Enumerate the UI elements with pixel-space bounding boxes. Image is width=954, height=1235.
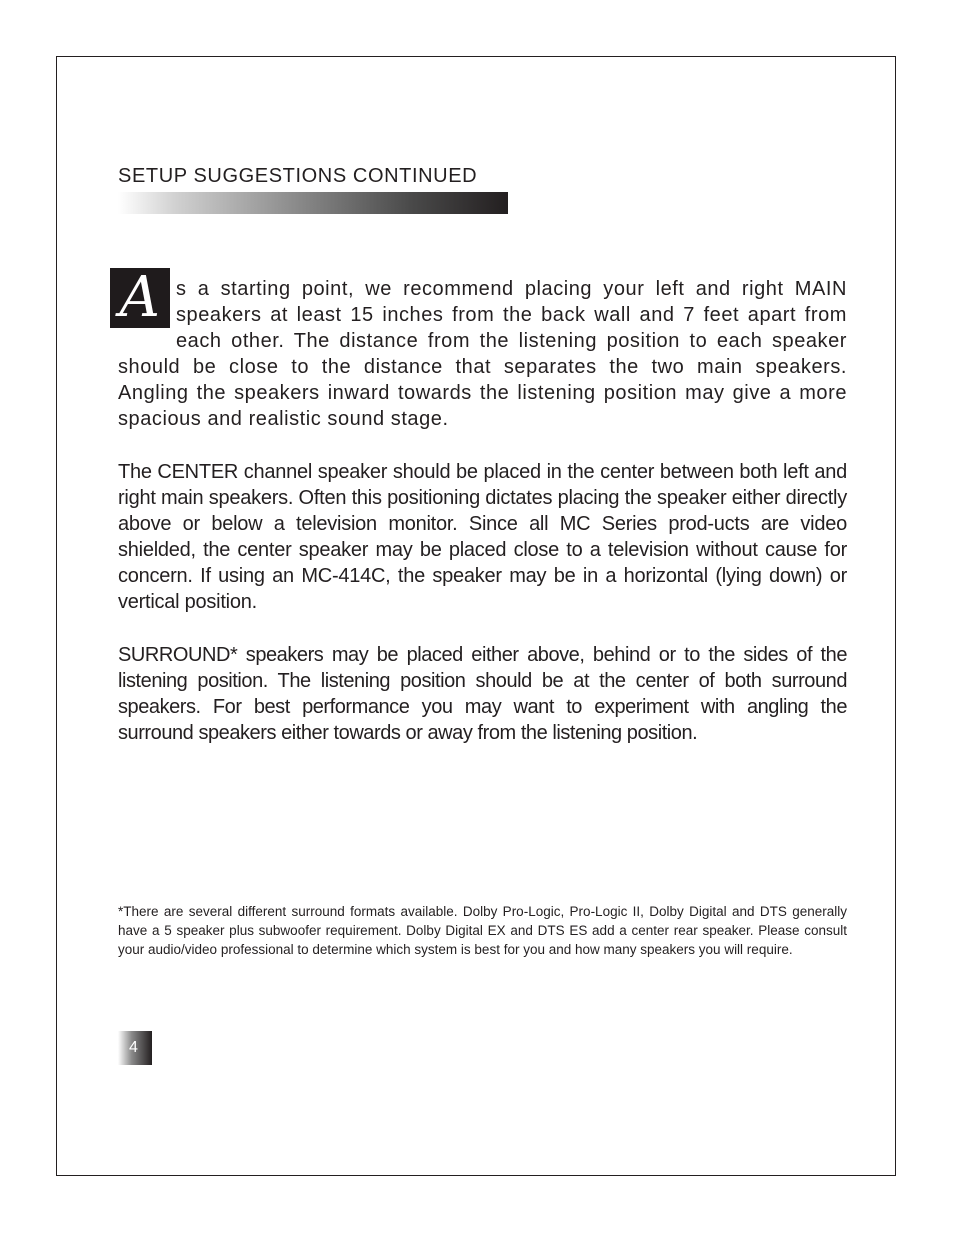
intro-paragraph [118,265,847,432]
surround-paragraph: SURROUND* speakers may be placed either above, behind or to the sides of the listening position. The listening position should be at the center of both surround speakers. For best performance you may want to experiment with angling the surround speakers either towards or away from the listening position. [118,644,847,744]
intro-paragraph-text: s a starting point, we recommend placing your left and right MAIN speakers at least 15 inches from the back wall and 7 feet apart from each other. The distance from the listening position to each speaker should be close to the distance that separates the two main speakers. Angling the speakers inward towards the listening position may give a more spacious and realistic sound stage. [118,278,847,430]
page-border [56,56,896,1176]
center-channel-paragraph: The CENTER channel speaker should be placed in the center between both left and right main speakers. Often this positioning dictates placing the speaker either directly above or below a television monitor. Since all MC Series prod-ucts are video shielded, the center speaker may be placed close to a television without cause for concern. If using an MC-414C, the speaker may be in a horizontal (lying down) or vertical position. [118,461,847,613]
heading-gradient-bar [118,192,508,214]
surround-footnote: *There are several different surround formats available. Dolby Pro-Logic, Pro-Logic II, Dolby Digital and DTS generally have a 5 speaker plus subwoofer requirement. Dolby Digital EX and DTS ES add a center rear speaker. Please consult your audio/video professional to determine which system is best for you and how many speakers you will require. [118,904,847,957]
page-number: 4 [129,1039,138,1056]
section-heading: SETUP SUGGESTIONS CONTINUED [118,165,478,187]
drop-cap-letter: A [110,268,170,328]
